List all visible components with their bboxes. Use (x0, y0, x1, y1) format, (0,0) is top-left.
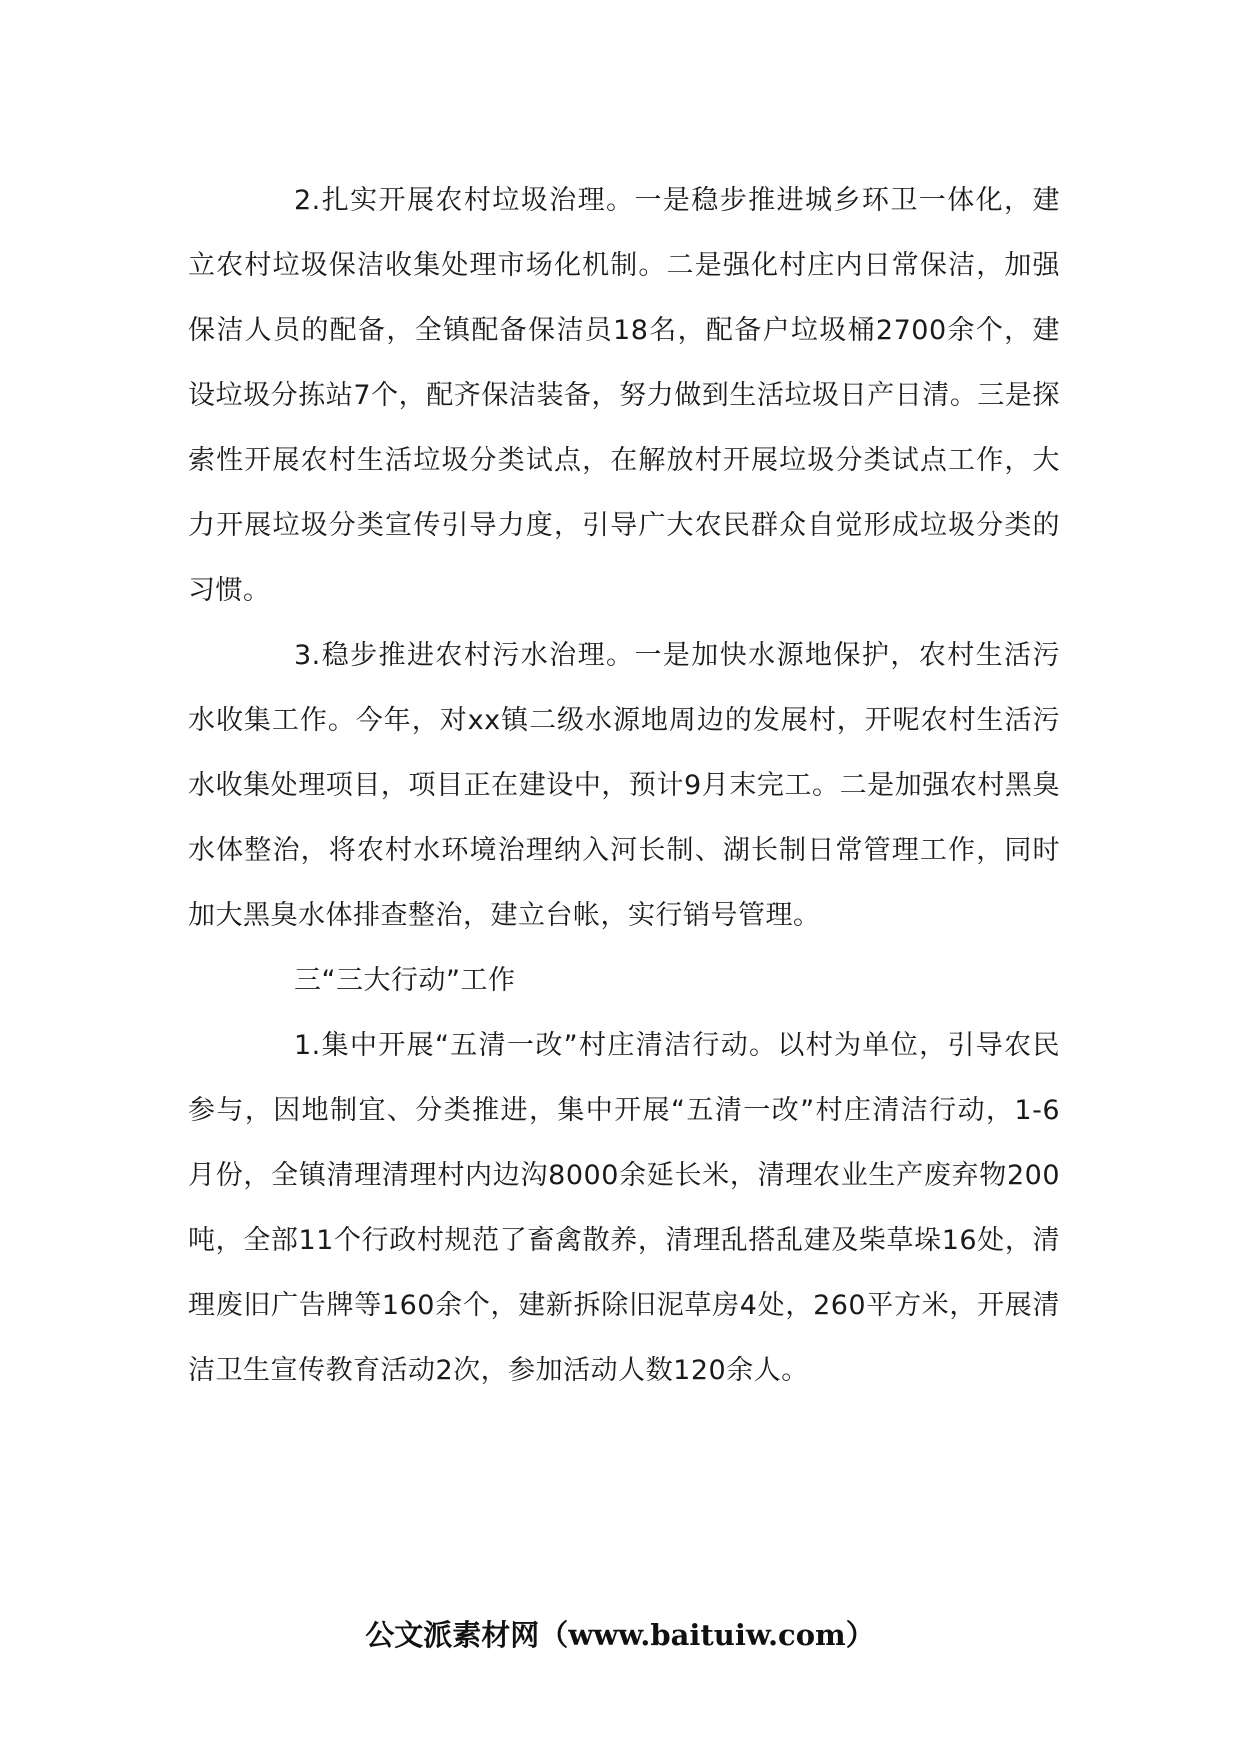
paragraph-garbage-treatment: 2.扎实开展农村垃圾治理。一是稳步推进城乡环卫一体化，建立农村垃圾保洁收集处理市场化机制。二是强化村庄内日常保洁，加强保洁人员的配备，全镇配备保洁员18名，配备户垃圾桶2700余个，建设垃圾分拣站7个，配齐保洁装备，努力做到生活垃圾日产日清。三是探索性开展农村生活垃圾分类试点，在解放村开展垃圾分类试点工作，大力开展垃圾分类宣传引导力度，引导广大农民群众自觉形成垃圾分类的习惯。 (188, 185, 1060, 606)
paragraph-village-cleaning: 1.集中开展“五清一改”村庄清洁行动。以村为单位，引导农民参与，因地制宜、分类推进，集中开展“五清一改”村庄清洁行动，1-6月份，全镇清理清理村内边沟8000余延长米，清理农业生产废弃物200吨，全部11个行政村规范了畜禽散养，清理乱搭乱建及柴草垛16处，清理废旧广告牌等160余个，建新拆除旧泥草房4处，260平方米，开展清洁卫生宣传教育活动2次，参加活动人数120余人。 (188, 1030, 1060, 1386)
paragraph-sewage-treatment: 3.稳步推进农村污水治理。一是加快水源地保护，农村生活污水收集工作。今年，对xx镇二级水源地周边的发展村，开呢农村生活污水收集处理项目，项目正在建设中，预计9月末完工。二是加强农村黑臭水体整治，将农村水环境治理纳入河长制、湖长制日常管理工作，同时加大黑臭水体排查整治，建立台帐，实行销号管理。 (188, 640, 1060, 931)
section-heading-three-actions: 三“三大行动”工作 (294, 965, 516, 996)
footer-watermark: 公文派素材网（www.baituiw.com） (365, 1618, 875, 1652)
document-body (188, 168, 1060, 1403)
